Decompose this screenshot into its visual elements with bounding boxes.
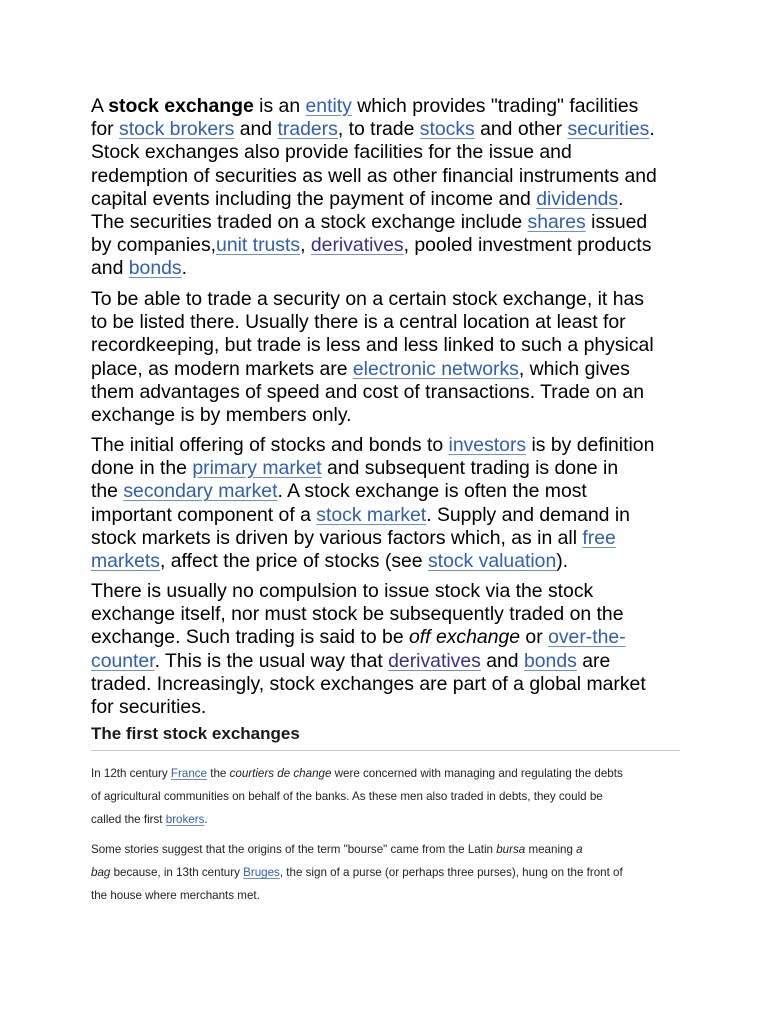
text-line: capital events including the payment of income and dividends.: [91, 187, 624, 210]
text-line: markets, affect the price of stocks (see stock valuation).: [91, 550, 569, 573]
text-line: A stock exchange is an entity which provides "trading" facilities: [91, 95, 639, 117]
text-line: to be listed there. Usually there is a central location at least for: [91, 311, 626, 334]
link-shares[interactable]: shares: [527, 211, 586, 234]
text-line: To be able to trade a security on a certain stock exchange, it has: [91, 288, 644, 310]
text-line: bag because, in 13th century Bruges, the sign of a purse (or perhaps three purses), hung on the front of: [91, 866, 623, 880]
text-line: exchange. Such trading is said to be off exchange or over-the-: [91, 626, 626, 649]
italic-term: bag: [91, 866, 111, 880]
link-securities[interactable]: securities: [567, 118, 650, 141]
link-bruges[interactable]: Bruges: [243, 866, 280, 880]
link-bonds-2[interactable]: bonds: [523, 649, 577, 672]
link-free-markets[interactable]: free: [582, 526, 616, 549]
text-line: Some stories suggest that the origins of the term "bourse" came from the Latin bursa meaning a: [91, 843, 583, 856]
text-line: by companies,unit trusts, derivatives, pooled investment products: [91, 234, 652, 257]
text-line: exchange is by members only.: [91, 404, 352, 427]
italic-term: bursa: [496, 843, 526, 856]
section-heading: The first stock exchanges: [91, 724, 300, 743]
text-line: Stock exchanges also provide facilities for the issue and: [91, 141, 572, 164]
link-unit-trusts[interactable]: unit trusts: [216, 234, 301, 257]
link-stock-brokers[interactable]: stock brokers: [119, 118, 235, 141]
italic-term: courtiers de change: [229, 767, 332, 780]
link-brokers[interactable]: brokers: [165, 813, 205, 827]
text-line: exchange itself, nor must stock be subsequently traded on the: [91, 603, 624, 626]
italic-term: a: [576, 843, 583, 856]
link-derivatives[interactable]: derivatives: [310, 234, 404, 257]
link-free-markets-cont[interactable]: markets: [91, 550, 160, 573]
text-line: called the first brokers.: [91, 813, 208, 827]
link-stock-valuation[interactable]: stock valuation: [427, 550, 557, 573]
link-traders[interactable]: traders: [277, 118, 338, 141]
link-over-the-counter-cont[interactable]: counter: [91, 649, 155, 672]
text-line: place, as modern markets are electronic networks, which gives: [91, 357, 630, 380]
link-stock-market[interactable]: stock market: [316, 503, 427, 526]
link-derivatives-2[interactable]: derivatives: [388, 649, 481, 672]
text-line: done in the primary market and subsequent trading is done in: [91, 457, 619, 480]
paragraph-otc: [91, 580, 691, 719]
text-line: stock markets is driven by various factors which, as in all free: [91, 526, 616, 549]
text-line: the house where merchants met.: [91, 889, 260, 903]
link-secondary-market[interactable]: secondary market: [123, 480, 278, 503]
italic-term: off exchange: [409, 626, 521, 649]
link-dividends[interactable]: dividends: [536, 187, 619, 210]
text-line: There is usually no compulsion to issue stock via the stock: [91, 580, 594, 602]
link-primary-market[interactable]: primary market: [192, 457, 322, 480]
text-line: important component of a stock market. Supply and demand in: [91, 503, 630, 526]
paragraph-france: [91, 762, 691, 832]
link-entity[interactable]: entity: [305, 95, 352, 117]
text-line: of agricultural communities on behalf of the banks. As these men also traded in debts, they could be: [91, 790, 603, 804]
text-line: In 12th century France the courtiers de change were concerned with managing and regulating the debts: [91, 767, 623, 780]
text-line: them advantages of speed and cost of transactions. Trade on an: [91, 380, 644, 403]
text-line: for securities.: [91, 696, 207, 719]
text-line: recordkeeping, but trade is less and less linked to such a physical: [91, 334, 654, 357]
link-electronic-networks[interactable]: electronic networks: [352, 357, 519, 380]
text-line: redemption of securities as well as other financial instruments and: [91, 164, 657, 187]
link-investors[interactable]: investors: [448, 434, 527, 456]
text-line: traded. Increasingly, stock exchanges are part of a global market: [91, 672, 646, 695]
link-bonds[interactable]: bonds: [128, 257, 182, 280]
paragraph-bourse: [91, 838, 691, 908]
paragraph-offering: [91, 434, 691, 573]
bold-term: stock exchange: [108, 95, 254, 117]
paragraph-intro: [91, 95, 691, 281]
text-line: the secondary market. A stock exchange is often the most: [91, 480, 587, 503]
link-stocks[interactable]: stocks: [419, 118, 475, 141]
text-line: for stock brokers and traders, to trade stocks and other securities.: [91, 118, 655, 141]
paragraph-listing: [91, 288, 691, 427]
text-line: The securities traded on a stock exchange include shares issued: [91, 211, 648, 234]
link-france[interactable]: France: [170, 767, 208, 780]
text-line: The initial offering of stocks and bonds to investors is by definition: [91, 434, 655, 456]
link-over-the-counter[interactable]: over-the-: [548, 626, 626, 649]
text-line: and bonds.: [91, 257, 187, 280]
text-line: counter. This is the usual way that derivatives and bonds are: [91, 649, 611, 672]
heading-divider: [91, 750, 680, 751]
